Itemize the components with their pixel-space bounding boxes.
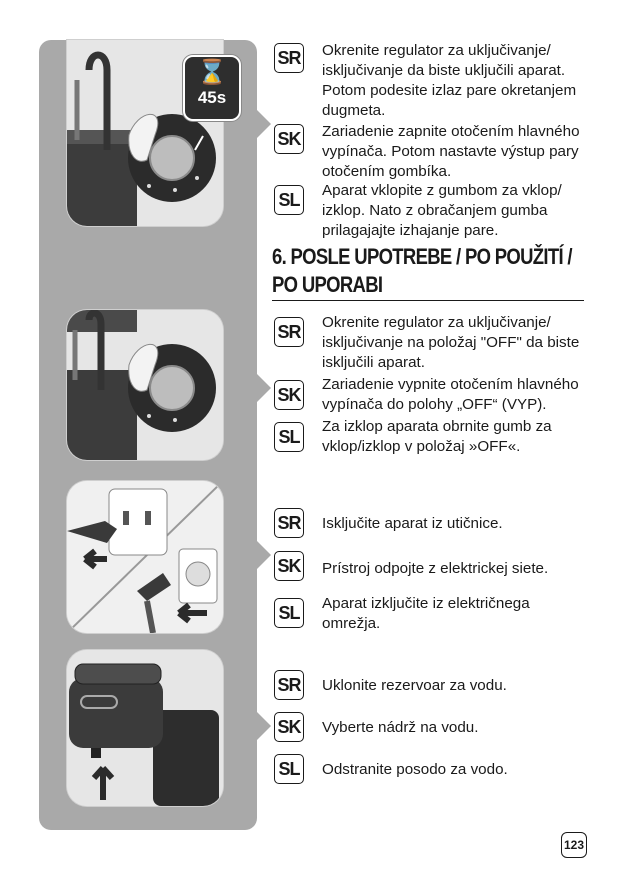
- instruction-text: Okrenite regulator za uključivanje/ isključivanje da biste uključili aparat. Potom podesite izlaz pare okretanjem dugmeta.: [322, 42, 577, 119]
- timer-badge: [183, 55, 241, 121]
- lang-badge: SR: [274, 43, 304, 73]
- lang-badge: SL: [274, 422, 304, 452]
- instruction-text: Okrenite regulator za uključivanje/ isključivanje na položaj "OFF" da biste isključili aparat.: [322, 314, 580, 371]
- lang-badge: SK: [274, 712, 304, 742]
- lang-badge: SR: [274, 670, 304, 700]
- instruction-text: Za izklop aparata obrnite gumb za vklop/izklop v položaj »OFF«.: [322, 418, 552, 455]
- notch-3: [257, 541, 271, 569]
- notch-4: [257, 712, 271, 740]
- illustration-unplug: [67, 481, 223, 633]
- instruction-text: Aparat vklopite z gumbom za vklop/ izklop. Nato z obračanjem gumba prilagajajte izhajanje pare.: [322, 182, 562, 239]
- notch-1: [257, 110, 271, 138]
- instruction-text: Uklonite rezervoar za vodu.: [322, 677, 507, 694]
- heading-divider: [272, 300, 584, 301]
- lang-badge: SK: [274, 380, 304, 410]
- lang-badge: SL: [274, 754, 304, 784]
- instruction-text: Vyberte nádrž na vodu.: [322, 719, 479, 736]
- timer-label: 45s: [197, 88, 227, 107]
- instruction-text: Prístroj odpojte z elektrickej siete.: [322, 560, 549, 577]
- instruction-text: Zariadenie zapnite otočením hlavného vypínača. Potom nastavte výstup pary otočením gombíka.: [322, 123, 580, 180]
- instruction-text: Aparat izključite iz električnega omrežja.: [322, 595, 530, 632]
- page-number: 123: [561, 832, 587, 858]
- lang-badge: SR: [274, 317, 304, 347]
- section-heading: 6. POSLE UPOTREBE / PO POUŽITÍ / PO UPORABI: [272, 244, 572, 297]
- lang-badge: SK: [274, 124, 304, 154]
- illustration-switch-off: [67, 310, 223, 460]
- instruction-text: Zariadenie vypnite otočením hlavného vypínača do polohy „OFF“ (VYP).: [322, 376, 579, 413]
- instruction-text: Isključite aparat iz utičnice.: [322, 515, 503, 532]
- hourglass-icon: ⌛: [197, 58, 227, 86]
- notch-2: [257, 374, 271, 402]
- illustration-remove-tank: [67, 650, 223, 806]
- lang-badge: SL: [274, 185, 304, 215]
- lang-badge: SL: [274, 598, 304, 628]
- lang-badge: SR: [274, 508, 304, 538]
- lang-badge: SK: [274, 551, 304, 581]
- instruction-text: Odstranite posodo za vodo.: [322, 761, 508, 778]
